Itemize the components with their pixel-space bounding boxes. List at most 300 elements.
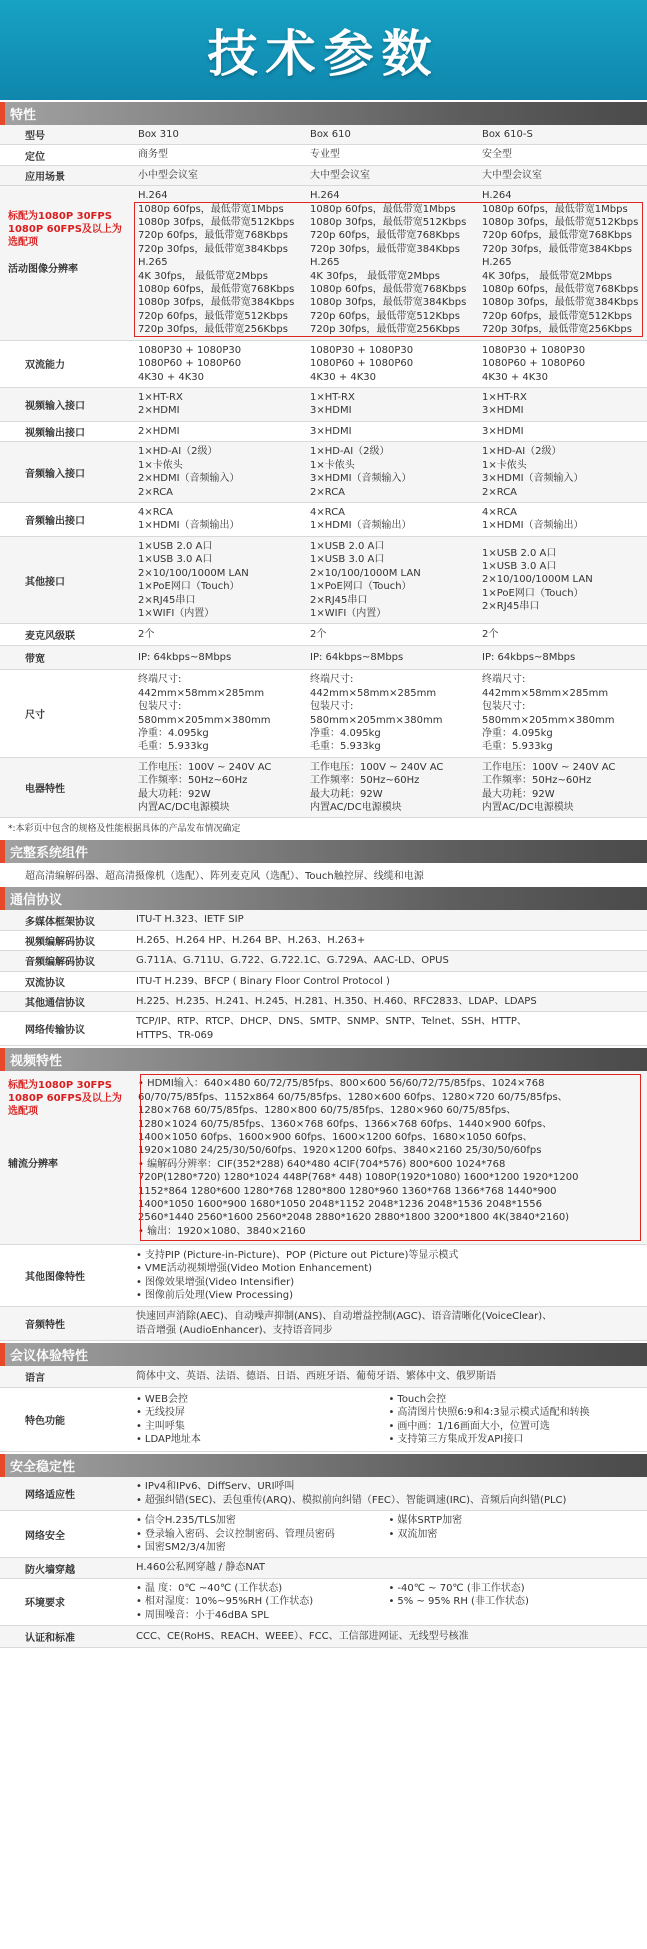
model-column-2 [474, 646, 646, 669]
value-line: 720p 30fps，最低带宽384Kbps [310, 243, 460, 255]
value-line: H.460公私网穿越 / 静态NAT [136, 1562, 265, 1574]
row-label: 音频输出接口 [25, 515, 85, 527]
value-line: 小中型会议室 [138, 169, 198, 181]
value-line: • 温 度：0℃ ~40℃ (工作状态) [136, 1582, 389, 1595]
spec-row [0, 422, 647, 442]
value-line: 2个 [482, 629, 499, 641]
value-line: 720p 30fps，最低带宽384Kbps [138, 243, 288, 255]
value-line: • 国密SM2/3/4加密 [136, 1541, 389, 1554]
left-values [136, 1514, 389, 1554]
value-line: 1080p 60fps，最低带宽768Kbps [138, 284, 295, 296]
document-body [0, 102, 647, 1648]
value-line: 720p 60fps，最低带宽512Kbps [482, 310, 632, 322]
value-line: 720P(1280*720) 1280*1024 448P(768* 448) 1080P(1920*1080) 1600*1200 1920*1200 [138, 1172, 579, 1184]
value-line: • 图像前后处理(View Processing) [136, 1289, 641, 1302]
value-line: 1×USB 3.0 A口 [482, 561, 557, 573]
value-cell [130, 1388, 647, 1451]
model-column-0 [130, 646, 302, 669]
value-line: 1×卡侬头 [310, 459, 355, 471]
value-line: 720p 60fps，最低带宽768Kbps [482, 230, 632, 242]
value-cell [130, 1071, 647, 1244]
value-line: 包装尺寸: [310, 701, 354, 713]
spec-row [0, 1245, 647, 1307]
value-line: 1×HD-AI（2级） [138, 446, 218, 458]
value-line: IP: 64kbps~8Mbps [138, 652, 232, 664]
value-line: 1×卡侬头 [138, 459, 183, 471]
value-line: 工作频率：50Hz~60Hz [482, 775, 592, 787]
value-line: 720p 30fps，最低带宽384Kbps [482, 243, 632, 255]
value-cell [130, 992, 647, 1011]
value-line: 1080p 60fps，最低带宽1Mbps [138, 203, 284, 215]
value-line: • 支持PIP (Picture-in-Picture)、POP (Picture out Picture)等显示模式 [136, 1249, 641, 1262]
value-line: 1×USB 2.0 A口 [310, 540, 385, 552]
system-components: 超高清编解码器、超高清摄像机（选配）、阵列麦克风（选配）、Touch触控屏、线缆和电源 [25, 871, 424, 883]
model-column-1 [302, 624, 474, 645]
model-column-2 [474, 145, 646, 164]
model-column-2 [474, 503, 646, 536]
spec-row [0, 758, 647, 819]
value-line: 1×PoE网口（Touch） [482, 587, 584, 599]
value-line: 1280×1024 60/75/85fps、1360×768 60fps、1366×768 60fps、1440×900 60fps、 [138, 1118, 553, 1130]
value-line: 毛重：5.933kg [310, 741, 381, 753]
value-line: H.264 [138, 190, 168, 202]
spec-row [0, 125, 647, 145]
value-line: 442mm×58mm×285mm [138, 687, 265, 699]
value-line: IP: 64kbps~8Mbps [482, 652, 576, 664]
spec-row [0, 145, 647, 165]
optional-note-red: 标配为1080P 30FPS 1080P 60FPS及以上为选配项 [8, 1080, 122, 1118]
value-line: 1×HDMI（音频输出） [138, 520, 240, 532]
value-line: • HDMI输入：640×480 60/72/75/85fps、800×600 56/60/72/75/85fps、1024×768 [138, 1078, 545, 1090]
value-line: 1080p 30fps，最低带宽384Kbps [310, 297, 467, 309]
model-column-0 [130, 125, 302, 144]
value-line: 1080p 60fps，最低带宽1Mbps [482, 203, 628, 215]
spec-row [0, 992, 647, 1012]
value-line: 1920×1080 24/25/30/50/60fps、1920×1200 60fps、3840×2160 25/30/50/60fps [138, 1145, 542, 1157]
value-line: 工作电压：100V ~ 240V AC [310, 761, 444, 773]
row-label: 网络传输协议 [25, 1025, 85, 1037]
value-line: 包装尺寸: [138, 701, 182, 713]
value-cell [130, 1579, 647, 1625]
value-line: 工作电压：100V ~ 240V AC [482, 761, 616, 773]
model-column-1 [302, 145, 474, 164]
value-line: 快速回声消除(AEC)、自动噪声抑制(ANS)、自动增益控制(AGC)、语音清晰化(VoiceClear)、 [136, 1311, 553, 1323]
value-cell [130, 1626, 647, 1647]
model-column-1 [302, 503, 474, 536]
right-values [389, 1393, 642, 1447]
value-cell [130, 1245, 647, 1306]
value-line: 内置AC/DC电源模块 [138, 802, 230, 814]
value-line: Box 310 [138, 129, 179, 140]
value-line: • 媒体SRTP加密 [389, 1514, 642, 1527]
value-line: 终端尺寸: [138, 674, 182, 686]
value-cell [130, 951, 647, 970]
value-line: 毛重：5.933kg [482, 741, 553, 753]
spec-row-aux-resolution [0, 1071, 647, 1245]
value-line: H.265、H.264 HP、H.264 BP、H.263、H.263+ [136, 934, 366, 946]
spec-row [0, 1388, 647, 1452]
spec-row [0, 537, 647, 624]
value-line: 2×RCA [138, 486, 174, 498]
value-line: 工作频率：50Hz~60Hz [138, 775, 248, 787]
value-cell [130, 1012, 647, 1045]
banner [0, 0, 647, 100]
row-label: 网络适应性 [25, 1490, 75, 1502]
left-values [136, 1561, 641, 1574]
spec-row [0, 1366, 647, 1388]
spec-row [0, 1558, 647, 1578]
section-header-system: 完整系统组件 [0, 840, 647, 863]
value-line: 3×HDMI [482, 425, 524, 437]
row-label: 音频特性 [25, 1320, 65, 1332]
optional-note-red: 标配为1080P 30FPS 1080P 60FPS及以上为选配项 [8, 211, 122, 249]
value-line: 最大功耗：92W [482, 788, 555, 800]
row-label-resolution [0, 186, 130, 339]
value-line: 终端尺寸: [310, 674, 354, 686]
value-line: 最大功耗：92W [310, 788, 383, 800]
value-line: • 双流加密 [389, 1528, 642, 1541]
value-line: 工作电压：100V ~ 240V AC [138, 761, 272, 773]
model-column-0 [130, 503, 302, 536]
value-line: ITU-T H.239、BFCP ( Binary Floor Control Protocol ) [136, 975, 390, 987]
value-line: 1080P30 + 1080P30 [310, 344, 414, 356]
row-label: 视频编解码协议 [25, 937, 95, 949]
value-line: 1080P60 + 1080P60 [310, 358, 414, 370]
model-column-2 [474, 537, 646, 623]
model-column-2 [474, 388, 646, 421]
value-line: 毛重：5.933kg [138, 741, 209, 753]
value-cell [130, 1366, 647, 1387]
row-label: 语言 [25, 1373, 45, 1385]
row-label: 型号 [25, 131, 45, 143]
value-line: 1×HDMI（音频输出） [482, 520, 584, 532]
value-line: IP: 64kbps~8Mbps [310, 652, 404, 664]
value-line: 专业型 [310, 149, 340, 161]
row-label: 防火墙穿越 [25, 1564, 75, 1576]
value-line: 2×RCA [482, 486, 518, 498]
model-column-0 [130, 186, 302, 339]
model-column-2 [474, 624, 646, 645]
value-line: 净重：4.095kg [482, 728, 553, 739]
value-line: 安全型 [482, 149, 512, 161]
row-label: 特色功能 [25, 1416, 65, 1428]
spec-row [0, 341, 647, 388]
value-line: • VME活动视频增强(Video Motion Enhancement) [136, 1262, 641, 1275]
row-label: 双流协议 [25, 977, 65, 989]
value-line: • 图像效果增强(Video Intensifier) [136, 1276, 641, 1289]
model-column-0 [130, 537, 302, 623]
value-line: 4K30 + 4K30 [310, 371, 377, 383]
value-line: 内置AC/DC电源模块 [482, 802, 574, 814]
spec-row [0, 1307, 647, 1341]
spec-row [0, 1626, 647, 1648]
spec-row [0, 646, 647, 670]
value-line: 终端尺寸: [482, 674, 526, 686]
value-line: 内置AC/DC电源模块 [310, 802, 402, 814]
model-column-0 [130, 670, 302, 756]
value-line: 2×RJ45串口 [482, 601, 540, 613]
value-line: H.265 [310, 257, 340, 269]
model-column-0 [130, 758, 302, 818]
row-label: 视频输入接口 [25, 400, 85, 412]
row-label: 双流能力 [25, 360, 65, 372]
value-line: 4×RCA [138, 507, 174, 519]
model-column-1 [302, 422, 474, 441]
value-line: 3×HDMI [310, 425, 352, 437]
value-line: • 超强纠错(SEC)、丢包重传(ARQ)、模拟前向纠错（FEC）、智能调速(IRC)、音频后向纠错(PLC) [136, 1494, 641, 1507]
value-line: • 画中画：1/16画面大小，位置可选 [389, 1420, 642, 1433]
section-header-video: 视频特性 [0, 1048, 647, 1071]
model-column-1 [302, 186, 474, 339]
value-line: 720p 30fps，最低带宽256Kbps [482, 324, 632, 336]
value-line: 4K 30fps， 最低带宽2Mbps [138, 270, 268, 282]
row-label: 其他接口 [25, 576, 65, 588]
row-label: 带宽 [25, 654, 45, 666]
value-line: 1×USB 2.0 A口 [482, 547, 557, 559]
row-label: 多媒体框架协议 [25, 916, 95, 928]
value-line: 442mm×58mm×285mm [310, 687, 437, 699]
value-line: 1080p 30fps，最低带宽512Kbps [138, 217, 295, 229]
value-line: 3×HDMI（音频输入） [310, 473, 412, 485]
value-line: H.264 [482, 190, 512, 202]
spec-row [0, 1477, 647, 1511]
value-line: • 5% ~ 95% RH (非工作状态) [389, 1595, 642, 1608]
value-line: 1280×768 60/75/85fps、1280×800 60/75/85fps、1280×960 60/75/85fps、 [138, 1105, 517, 1117]
section-header-features: 特性 [0, 102, 647, 125]
value-line: 大中型会议室 [310, 169, 370, 181]
value-line: • 支持第三方集成开发API接口 [389, 1433, 642, 1446]
value-line: 大中型会议室 [482, 169, 542, 181]
value-line: 580mm×205mm×380mm [482, 714, 615, 726]
value-line: • 信令H.235/TLS加密 [136, 1514, 389, 1527]
model-column-2 [474, 166, 646, 185]
spec-row [0, 1012, 647, 1046]
model-column-2 [474, 422, 646, 441]
model-column-2 [474, 186, 646, 339]
value-line: 1×HT-RX [310, 392, 355, 403]
value-line: 4K30 + 4K30 [138, 371, 205, 383]
left-values [136, 1370, 641, 1383]
left-values [136, 1630, 641, 1643]
value-line: 1152*864 1280*600 1280*768 1280*800 1280*960 1360*768 1366*768 1440*900 [138, 1185, 557, 1197]
row-label: 麦克风级联 [25, 631, 75, 643]
model-column-2 [474, 125, 646, 144]
value-line: 最大功耗：92W [138, 788, 211, 800]
page-title: 技术参数 [207, 25, 440, 83]
spec-row [0, 972, 647, 992]
value-line: 1×HT-RX [138, 392, 183, 403]
value-line: • 主叫呼集 [136, 1420, 389, 1433]
value-line: 净重：4.095kg [138, 728, 209, 739]
value-line: • 相对湿度：10%~95%RH (工作状态) [136, 1595, 389, 1608]
value-cell [130, 972, 647, 991]
value-line: • IPv4和IPv6、DiffServ、URI呼叫 [136, 1480, 641, 1493]
model-column-1 [302, 125, 474, 144]
value-line: 720p 60fps，最低带宽512Kbps [138, 310, 288, 322]
value-line: 2×HDMI（音频输入） [138, 473, 240, 485]
right-values [389, 1514, 642, 1554]
value-line: 2×10/100/1000M LAN [310, 567, 421, 579]
value-line: • 高清图片快照6:9和4:3显示模式适配和转换 [389, 1406, 642, 1419]
value-line: 语音增强 (AudioEnhancer)、支持语音同步 [136, 1324, 333, 1336]
right-values [389, 1582, 642, 1622]
spec-row [0, 670, 647, 757]
value-line: 3×HDMI（音频输入） [482, 473, 584, 485]
value-line: 包装尺寸: [482, 701, 526, 713]
spec-row [0, 910, 647, 930]
row-label: 音频编解码协议 [25, 957, 95, 969]
value-line: • LDAP地址本 [136, 1433, 389, 1446]
value-line: 1×USB 3.0 A口 [310, 554, 385, 566]
row-label: 定位 [25, 151, 45, 163]
value-line: 1080p 30fps，最低带宽512Kbps [310, 217, 467, 229]
model-column-1 [302, 758, 474, 818]
value-line: HTTPS、TR-069 [136, 1029, 214, 1041]
model-column-1 [302, 388, 474, 421]
model-column-1 [302, 670, 474, 756]
value-line: 4K 30fps， 最低带宽2Mbps [482, 270, 612, 282]
spec-row [0, 931, 647, 951]
left-values [136, 1582, 389, 1622]
left-values [136, 1480, 641, 1507]
value-line: 1×USB 2.0 A口 [138, 540, 213, 552]
value-line: ITU-T H.323、IETF SIP [136, 914, 244, 926]
value-line: • 周围噪音：小于46dBA SPL [136, 1609, 389, 1622]
value-line: 1080p 30fps，最低带宽384Kbps [482, 297, 639, 309]
row-label: 网络安全 [25, 1530, 65, 1542]
value-line: • 无线投屏 [136, 1406, 389, 1419]
model-column-1 [302, 166, 474, 185]
value-cell [130, 910, 647, 929]
value-line: • 编解码分辨率：CIF(352*288) 640*480 4CIF(704*576) 800*600 1024*768 [138, 1158, 506, 1170]
left-values [136, 1393, 389, 1447]
section-header-security: 安全稳定性 [0, 1454, 647, 1477]
model-column-1 [302, 341, 474, 387]
value-line: • 登录输入密码、会议控制密码、管理员密码 [136, 1528, 389, 1541]
value-line: 2×RCA [310, 486, 346, 498]
value-cell [130, 931, 647, 950]
model-column-2 [474, 442, 646, 502]
value-line: 720p 30fps，最低带宽256Kbps [138, 324, 288, 336]
value-line: 60/70/75/85fps、1152x864 60/75/85fps、1280×600 60fps、1280×720 60/75/85fps、 [138, 1091, 568, 1103]
model-column-0 [130, 145, 302, 164]
model-column-0 [130, 388, 302, 421]
model-column-1 [302, 537, 474, 623]
value-line: 2560*1440 2560*1600 2560*2048 2880*1620 2880*1800 3200*1800 4K(3840*2160) [138, 1212, 570, 1224]
value-line: 1×PoE网口（Touch） [310, 581, 412, 593]
model-column-0 [130, 341, 302, 387]
value-line: 商务型 [138, 149, 168, 161]
value-line: • 输出：1920×1080、3840×2160 [138, 1225, 306, 1237]
row-label: 认证和标准 [25, 1633, 75, 1644]
value-line: 1×卡侬头 [482, 459, 527, 471]
model-column-0 [130, 166, 302, 185]
model-column-2 [474, 341, 646, 387]
value-line: Box 610 [310, 129, 351, 140]
value-line: 4×RCA [310, 507, 346, 519]
footnote: *:本彩页中包含的规格及性能根据具体的产品发布情况确定 [8, 824, 241, 835]
spec-row [0, 442, 647, 503]
value-line: 1080p 30fps，最低带宽384Kbps [138, 297, 295, 309]
model-column-1 [302, 646, 474, 669]
section-header-protocol: 通信协议 [0, 887, 647, 910]
row-label: 应用场景 [25, 172, 65, 184]
value-line: H.225、H.235、H.241、H.245、H.281、H.350、H.460、RFC2833、LDAP、LDAPS [136, 996, 537, 1008]
spec-row [0, 503, 647, 537]
value-line: 1×WIFI（内置） [138, 607, 215, 619]
value-line: 1080p 60fps，最低带宽768Kbps [482, 284, 639, 296]
model-column-2 [474, 758, 646, 818]
value-line: 1×HD-AI（2级） [482, 446, 562, 458]
value-line: 1400×1050 60fps、1600×900 60fps、1600×1200 60fps、1680×1050 60fps、 [138, 1131, 533, 1143]
value-line: H.264 [310, 190, 340, 202]
model-column-1 [302, 442, 474, 502]
value-line: 1×HT-RX [482, 392, 527, 403]
model-column-0 [130, 624, 302, 645]
row-label-text: 活动图像分辨率 [8, 264, 78, 276]
spec-row-resolution [0, 186, 647, 340]
row-label: 电器特性 [25, 784, 65, 796]
value-line: 1400*1050 1600*900 1680*1050 2048*1152 2048*1236 2048*1536 2048*1556 [138, 1198, 542, 1210]
model-column-2 [474, 670, 646, 756]
value-line: 3×HDMI [310, 405, 352, 417]
value-line: 1080p 30fps，最低带宽512Kbps [482, 217, 639, 229]
value-line: 2×10/100/1000M LAN [482, 574, 593, 586]
row-label: 其他图像特性 [25, 1272, 85, 1284]
row-label: 视频输出接口 [25, 428, 85, 440]
value-line: • Touch会控 [389, 1393, 642, 1406]
value-line: 2个 [310, 629, 327, 641]
value-line: 720p 60fps，最低带宽768Kbps [138, 230, 288, 242]
value-line: 1×HD-AI（2级） [310, 446, 390, 458]
value-line: 2×RJ45串口 [138, 594, 196, 606]
value-cell [130, 1511, 647, 1557]
value-line: 1×HDMI（音频输出） [310, 520, 412, 532]
value-line: 1080p 60fps，最低带宽768Kbps [310, 284, 467, 296]
value-line: TCP/IP、RTP、RTCP、DHCP、DNS、SMTP、SNMP、SNTP、Telnet、SSH、HTTP、 [136, 1016, 527, 1028]
row-label-aux [0, 1071, 130, 1244]
spec-row [0, 388, 647, 422]
value-line: CCC、CE(RoHS、REACH、WEEE）、FCC、工信部进网证、无线型号核准 [136, 1630, 469, 1642]
row-label: 环境要求 [25, 1598, 65, 1610]
value-line: 2×HDMI [138, 425, 180, 437]
value-line: 净重：4.095kg [310, 728, 381, 739]
value-cell [130, 1558, 647, 1577]
value-line: H.265 [482, 257, 512, 269]
value-line: 1080P60 + 1080P60 [482, 358, 586, 370]
value-line: 工作频率：50Hz~60Hz [310, 775, 420, 787]
value-line: • -40℃ ~ 70℃ (非工作状态) [389, 1582, 642, 1595]
model-column-0 [130, 422, 302, 441]
section-header-meeting: 会议体验特性 [0, 1343, 647, 1366]
row-label: 其他通信协议 [25, 998, 85, 1010]
value-line: 2×HDMI [138, 405, 180, 417]
value-line: 2×RJ45串口 [310, 594, 368, 606]
value-line: 4K30 + 4K30 [482, 371, 549, 383]
value-line: 2×10/100/1000M LAN [138, 567, 249, 579]
value-cell [130, 1307, 647, 1340]
value-line: 720p 30fps，最低带宽256Kbps [310, 324, 460, 336]
model-column-0 [130, 442, 302, 502]
value-line: 4K 30fps， 最低带宽2Mbps [310, 270, 440, 282]
value-line: 1080P30 + 1080P30 [482, 344, 586, 356]
spec-row [0, 1511, 647, 1558]
value-line: 4×RCA [482, 507, 518, 519]
value-line: 580mm×205mm×380mm [310, 714, 443, 726]
spec-row [0, 1579, 647, 1626]
row-label-text: 辅流分辨率 [8, 1159, 58, 1171]
value-line: Box 610-S [482, 129, 533, 140]
